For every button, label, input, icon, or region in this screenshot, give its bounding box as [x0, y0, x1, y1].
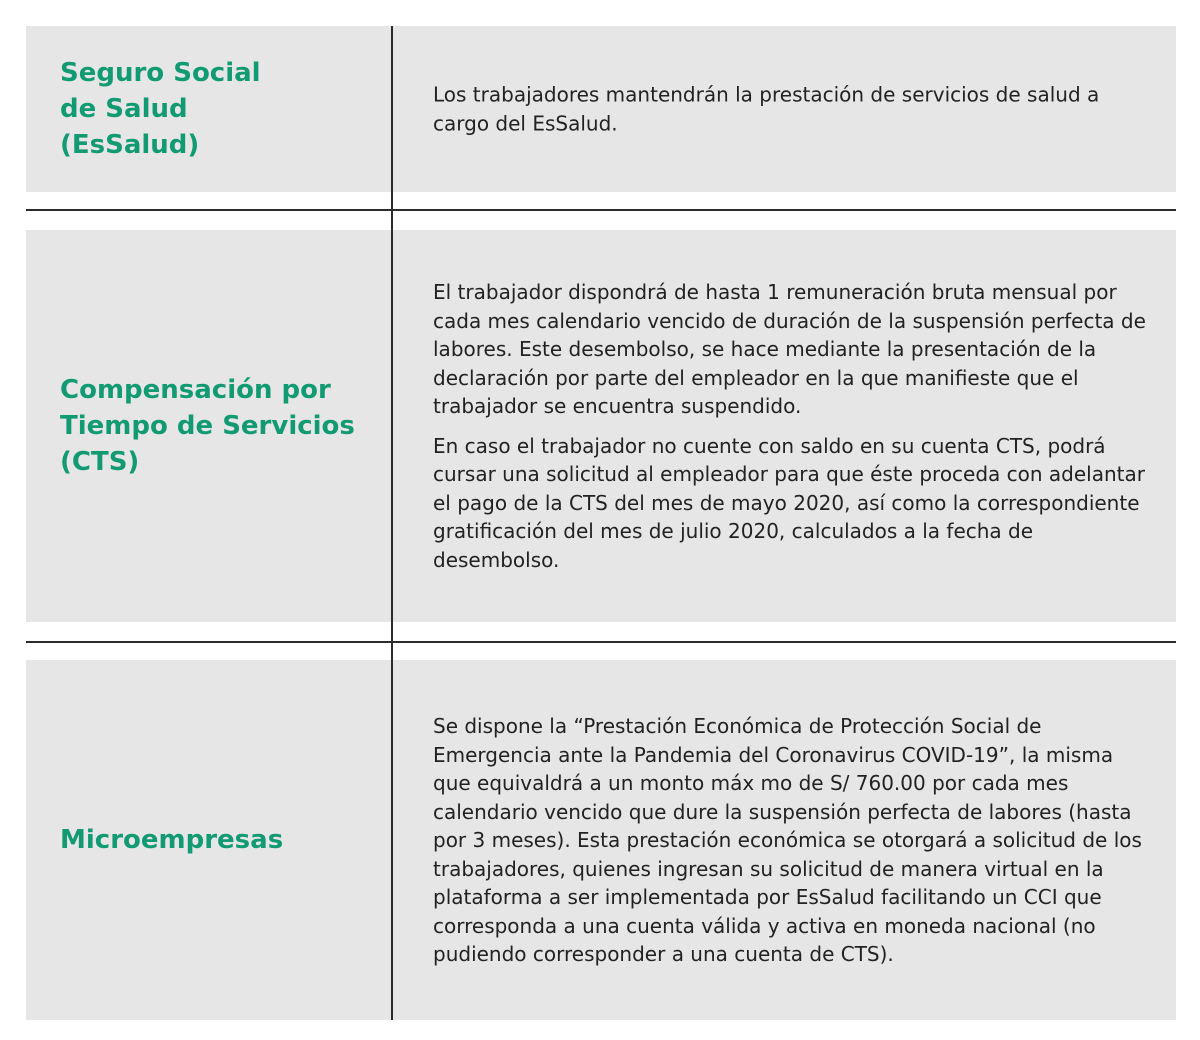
row-paragraph: Se dispone la “Prestación Económica de Protección Social de Emergencia ante la Pandemia del Coronavirus COVID-19”, la misma que equivaldrá a un monto máx mo de S/ 760.00 por cada mes calendario vencido que dure la suspensión perfecta de labores (hasta por 3 meses). Esta prestación económica se otorgará a solicitud de los trabajadores, quienes ingresan su solicitud de manera virtual en la plataforma a ser implementada por EsSalud facilitando un CCI que corresponda a una cuenta válida y activa en moneda nacional (no pudiendo corresponder a una cuenta de CTS). [433, 713, 1142, 966]
row-paragraph: En caso el trabajador no cuente con saldo en su cuenta CTS, podrá cursar una solicitud al empleador para que éste proceda con adelantar el pago de la CTS del mes de mayo 2020, así como la correspondiente gratificación del mes de julio 2020, calculados a la fecha de desembolso. [433, 433, 1145, 572]
table-row-microempresas [26, 660, 1176, 1020]
row-label: Microempresas [60, 825, 284, 855]
row-content [433, 712, 1153, 969]
column-divider [391, 26, 393, 1020]
row-content [433, 81, 1153, 138]
row-divider [26, 641, 1176, 643]
row-paragraph: Los trabajadores mantendrán la prestación de servicios de salud a cargo del EsSalud. [433, 82, 1100, 135]
table-row-cts [26, 230, 1176, 622]
row-paragraph: El trabajador dispondrá de hasta 1 remuneración bruta mensual por cada mes calendario vencido de duración de la suspensión perfecta de labores. Este desembolso, se hace mediante la presentación de la declaración por parte del empleador en la que manifieste que el trabajador se encuentra suspendido. [433, 280, 1146, 418]
row-content [433, 278, 1153, 574]
row-label: Compensación por Tiempo de Servicios (CTS) [60, 375, 355, 477]
table-row-essalud [26, 26, 1176, 192]
row-label: Seguro Social de Salud (EsSalud) [60, 58, 261, 160]
row-divider [26, 209, 1176, 211]
